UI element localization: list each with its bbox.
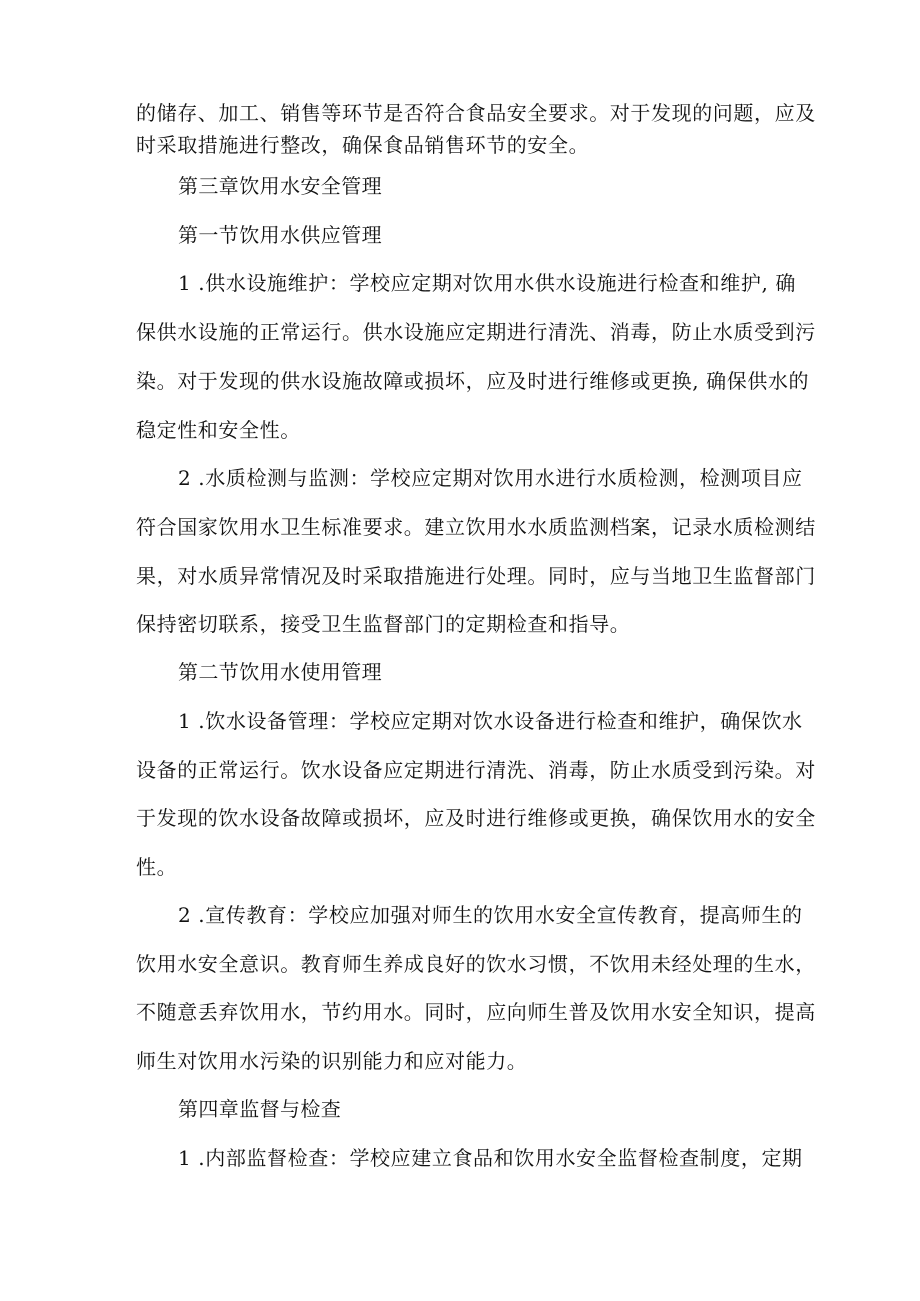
paragraph-line: 1 .内部监督检查：学校应建立食品和饮用水安全监督检查制度，定期 [178,1146,803,1170]
paragraph-line: 的储存、加工、销售等环节是否符合食品安全要求。对于发现的问题，应及 [136,101,816,125]
paragraph-line: 师生对饮用水污染的识别能力和应对能力。 [136,1049,528,1073]
paragraph-line: 2 .水质检测与监测：学校应定期对饮用水进行水质检测，检测项目应 [178,466,803,490]
section-heading: 第二节饮用水使用管理 [178,660,382,684]
paragraph-line: 1 .供水设施维护：学校应定期对饮用水供水设施进行检查和维护, 确 [178,271,796,295]
paragraph-line: 设备的正常运行。饮水设备应定期进行清洗、消毒，防止水质受到污染。对 [136,758,816,782]
paragraph-line: 于发现的饮水设备故障或损坏，应及时进行维修或更换，确保饮用水的安全 [136,806,816,830]
paragraph-line: 果，对水质异常情况及时采取措施进行处理。同时，应与当地卫生监督部门 [136,564,816,588]
chapter-heading: 第三章饮用水安全管理 [178,174,382,198]
chapter-heading: 第四章监督与检查 [178,1097,342,1121]
paragraph-line: 2 .宣传教育：学校应加强对师生的饮用水安全宣传教育，提高师生的 [178,903,803,927]
paragraph-line: 1 .饮水设备管理：学校应定期对饮水设备进行检查和维护，确保饮水 [178,709,803,733]
paragraph-line: 时采取措施进行整改，确保食品销售环节的安全。 [136,133,590,157]
paragraph-line: 性。 [136,855,178,879]
paragraph-line: 饮用水安全意识。教育师生养成良好的饮水习惯，不饮用未经处理的生水， [136,952,816,976]
paragraph-line: 符合国家饮用水卫生标准要求。建立饮用水水质监测档案，记录水质检测结 [136,515,816,539]
paragraph-line: 染。对于发现的供水设施故障或损坏，应及时进行维修或更换, 确保供水的 [136,369,810,393]
paragraph-line: 保供水设施的正常运行。供水设施应定期进行清洗、消毒，防止水质受到污 [136,320,816,344]
paragraph-line: 不随意丢弃饮用水，节约用水。同时，应向师生普及饮用水安全知识，提高 [136,1000,816,1024]
section-heading: 第一节饮用水供应管理 [178,223,382,247]
paragraph-line: 稳定性和安全性。 [136,418,301,442]
paragraph-line: 保持密切联系，接受卫生监督部门的定期检查和指导。 [136,612,631,636]
